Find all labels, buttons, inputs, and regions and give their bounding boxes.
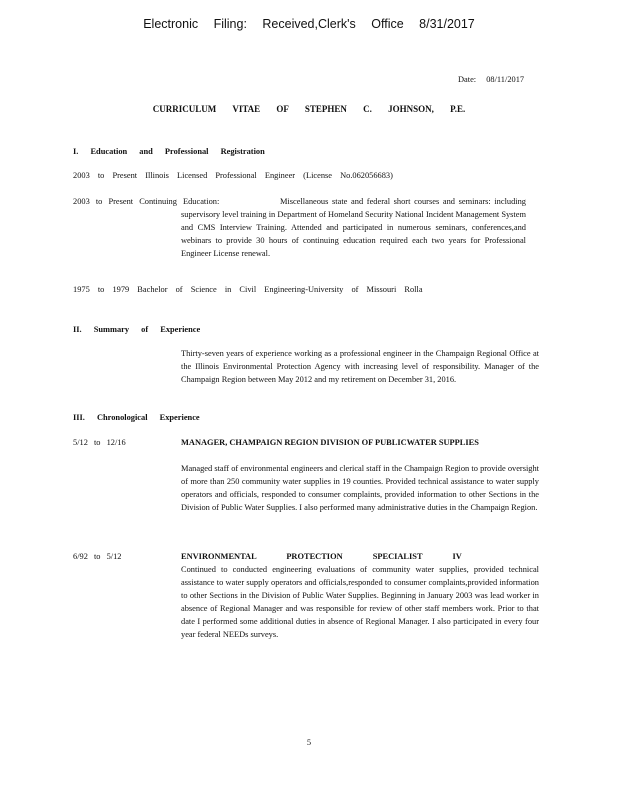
job2-dates: 6/92 to 5/12 xyxy=(73,552,122,561)
education-entry-degree: 1975 to 1979 Bachelor of Science in Civil Engineering-University of Missouri Rolla xyxy=(73,285,423,294)
filing-stamp: Electronic Filing: Received,Clerk's Office 8/31/2017 xyxy=(143,17,475,31)
section-education-heading: I. Education and Professional Registration xyxy=(73,147,265,156)
document-date: Date: 08/11/2017 xyxy=(458,75,525,84)
section-chronological-heading: III. Chronological Experience xyxy=(73,413,200,422)
education-entry-continuing-label: 2003 to Present Continuing Education: xyxy=(73,197,220,206)
job1-title: MANAGER, CHAMPAIGN REGION DIVISION OF PUBLICWATER SUPPLIES xyxy=(181,438,479,447)
job1-dates: 5/12 to 12/16 xyxy=(73,438,126,447)
document-title: CURRICULUM VITAE OF STEPHEN C. JOHNSON, P.E. xyxy=(152,104,466,114)
job1-description: Managed staff of environmental engineers and clerical staff in the Champaign Region to provide oversight of more than 250 community water supplies in 19 counties. Provided technical assistance to water supply operators and officials, responded to consumer complaints, provided information to other Sections in the Division of Public Water Supplies. I also performed many administrative duties in the Champaign Region. xyxy=(181,464,539,512)
summary-text: Thirty-seven years of experience working as a professional engineer in the Champaign Regional Office at the Illinois Environmental Protection Agency with increasing level of responsibility. Manager of the Champaign Region between May 2012 and my retirement on December 31, 2016. xyxy=(181,349,539,384)
job2-description: Continued to conducted engineering evaluations of community water supplies, provided technical assistance to water supply operators and officials,responded to consumer complaints,provided information to other Sections in the Division of Public Water Supplies. Beginning in January 2003 was lead worker in absence of Regional Manager and was responsible for review of other staff members work. Prior to that date I performed some additional duties in absence of Regional Manager. I also participated in every four year federal NEEDs surveys. xyxy=(181,565,539,639)
page-number: 5 xyxy=(306,738,312,747)
section-summary-heading: II. Summary of Experience xyxy=(73,325,201,334)
job2-title: ENVIRONMENTAL PROTECTION SPECIALIST IV xyxy=(181,552,462,561)
education-entry-license: 2003 to Present Illinois Licensed Professional Engineer (License No.062056683) xyxy=(73,171,393,180)
education-entry-continuing-text: Miscellaneous state and federal short courses and seminars: including supervisory level training in Department of Homeland Security National Incident Management System and CMS Interview Training. Attended and participated in numerous seminars, conferences,and webinars to provide 30 hours of continuing education required each two years for Professional Engineer License renewal. xyxy=(181,197,526,258)
